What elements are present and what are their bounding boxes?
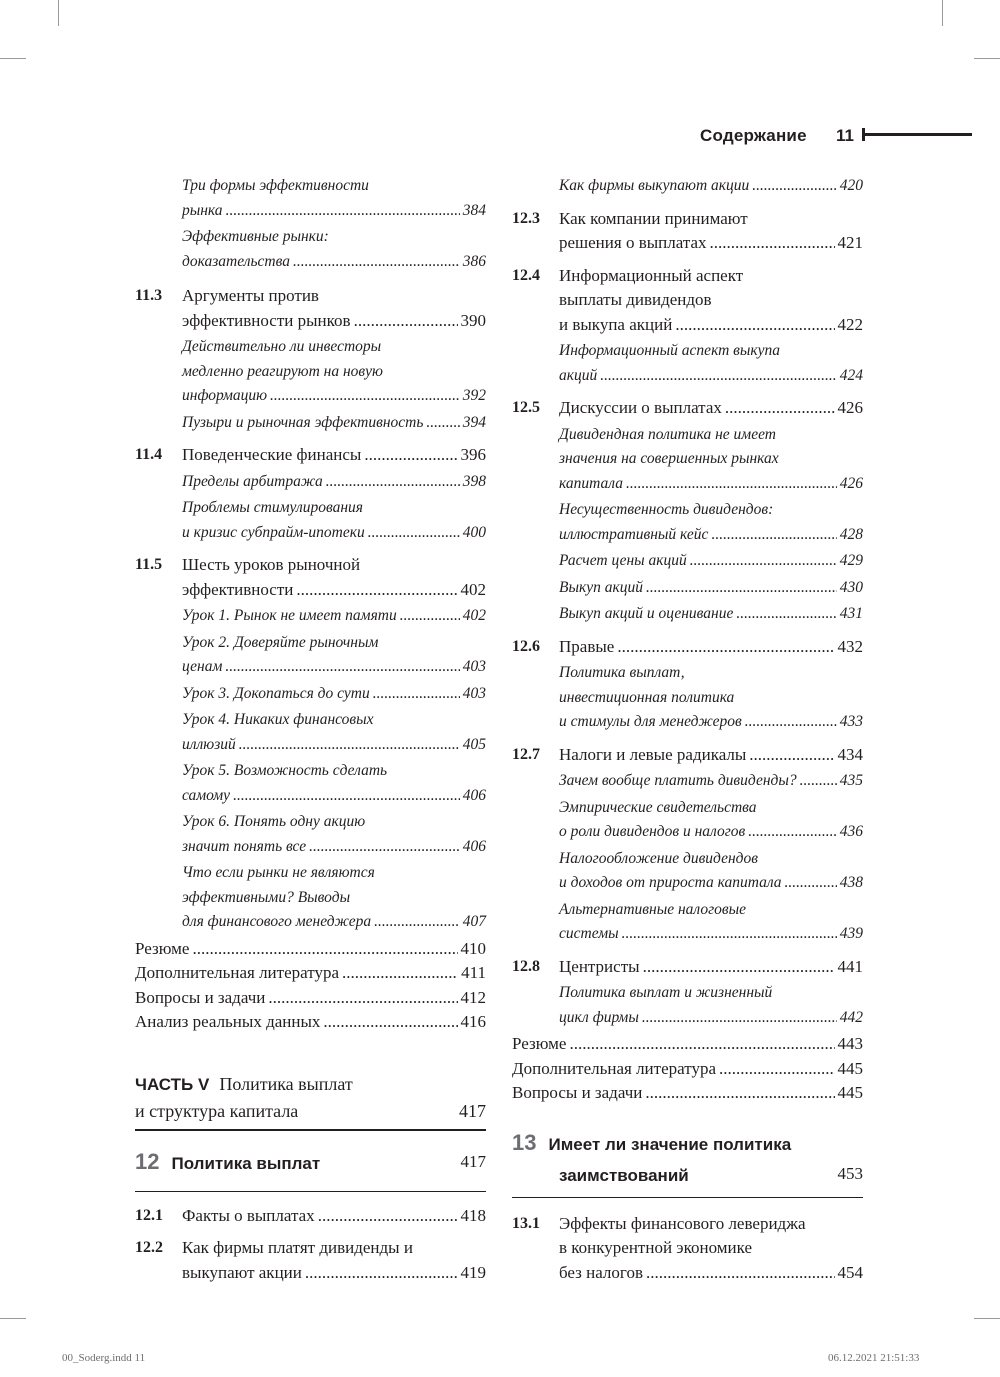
toc-entry[interactable] (512, 769, 863, 794)
entry-text: эффективности рынков (182, 310, 351, 330)
entry-text: Налоги и левые радикалы (559, 744, 747, 764)
toc-entry[interactable] (135, 335, 486, 409)
leader-dots (690, 549, 837, 574)
page-number: 426 (837, 398, 863, 417)
chapter-title: Политика выплат (171, 1153, 321, 1173)
page-number: 430 (839, 578, 863, 596)
page-number: 394 (462, 413, 486, 431)
toc-entry[interactable] (512, 1081, 863, 1106)
leader-dots (426, 411, 459, 436)
page-number: 445 (837, 1083, 863, 1102)
chapter-title: заимствований (559, 1165, 689, 1185)
toc-entry[interactable] (512, 339, 863, 388)
entry-text: капитала (559, 474, 623, 492)
leader-dots (675, 313, 834, 338)
page-number: 406 (462, 786, 486, 804)
entry-text: Расчет цены акций (559, 552, 687, 569)
toc-entry[interactable] (512, 796, 863, 845)
entry-text: Урок 5. Возможность сделать (182, 762, 388, 779)
leader-dots (400, 604, 460, 629)
entry-text: Центристы (559, 956, 640, 976)
entry-text: Резюме (512, 1034, 567, 1053)
toc-entry[interactable] (135, 810, 486, 859)
entry-text: Эмпирические свидетельства (559, 798, 757, 816)
leader-dots (268, 986, 457, 1011)
section-number: 12.1 (135, 1206, 163, 1224)
page-number: 402 (460, 579, 486, 599)
page-number: 416 (460, 1012, 486, 1031)
toc-entry[interactable] (135, 986, 486, 1011)
leader-dots (800, 769, 837, 794)
entry-text: Резюме (135, 938, 190, 958)
page-number: 424 (839, 366, 863, 384)
entry-text: Дивидендная политика не имеет (559, 425, 776, 443)
header-page-number: 11 (836, 126, 854, 145)
entry-text: Альтернативные налоговые (559, 900, 746, 918)
section-number: 13.1 (512, 1214, 540, 1232)
leader-dots (643, 955, 835, 980)
page-number: 434 (837, 744, 863, 764)
page-number: 439 (839, 925, 863, 942)
entry-text: для финансового менеджера (182, 913, 372, 930)
page-number: 422 (837, 314, 863, 334)
page-number: 433 (839, 713, 863, 730)
entry-text: Информационный аспект выкупа (559, 342, 781, 359)
entry-text: без налогов (559, 1262, 643, 1282)
part-rule (135, 1129, 486, 1131)
entry-text: Зачем вообще платить дивиденды? (559, 772, 797, 789)
toc-entry[interactable] (512, 898, 863, 947)
entry-text: и выкупа акций (559, 314, 673, 334)
entry-text: Политика выплат и жизненный (559, 984, 773, 1001)
leader-dots (645, 1081, 834, 1106)
entry-text: цикл фирмы (559, 1008, 639, 1026)
entry-text: рынка (182, 201, 223, 219)
entry-text: иллюстративный кейс (559, 525, 709, 543)
page-number: 411 (461, 963, 486, 982)
entry-text: Политика выплат, (559, 664, 685, 681)
leader-dots (749, 743, 834, 768)
leader-dots (646, 576, 837, 601)
entry-text: иллюзий (182, 735, 236, 753)
section-number: 11.4 (135, 446, 163, 463)
leader-dots (617, 635, 834, 660)
toc-entry[interactable] (135, 1010, 486, 1035)
toc-entry[interactable] (512, 576, 863, 601)
crop-mark (58, 0, 59, 26)
toc-section[interactable] (135, 1204, 486, 1229)
entry-text: ценам (182, 658, 223, 675)
entry-text: Урок 3. Докопаться до сути (182, 684, 370, 702)
running-header (0, 124, 1000, 154)
page-number: 384 (462, 201, 486, 219)
toc-entry[interactable] (135, 861, 486, 935)
page-number: 418 (460, 1205, 486, 1225)
entry-text: Урок 6. Понять одну акцию (182, 813, 366, 830)
leader-dots (364, 443, 457, 468)
toc-chapter-heading[interactable] (512, 1128, 863, 1191)
leader-dots (309, 835, 460, 860)
leader-dots (318, 1204, 458, 1229)
entry-text: Дополнительная литература (135, 963, 339, 982)
section-number: 12.8 (512, 957, 540, 975)
entry-text: Аргументы против (182, 286, 319, 305)
section-number: 12.4 (512, 266, 540, 284)
leader-dots (600, 364, 836, 389)
leader-dots (305, 1261, 458, 1286)
entry-text: эффективности (182, 579, 294, 599)
toc-entry[interactable] (512, 981, 863, 1030)
page-number: 438 (839, 874, 863, 891)
chapter-rule (512, 1197, 863, 1198)
leader-dots (711, 523, 836, 548)
entry-text: Информационный аспект (559, 265, 744, 285)
leader-dots (326, 470, 460, 495)
entry-text: Эффекты финансового левериджа (559, 1213, 806, 1233)
leader-dots (354, 309, 458, 334)
leader-dots (736, 602, 836, 627)
page-number: 400 (462, 523, 486, 541)
toc-entry[interactable] (135, 759, 486, 808)
entry-text: акций (559, 366, 598, 384)
part-label: ЧАСТЬ V (135, 1074, 210, 1094)
entry-text: Вопросы и задачи (135, 987, 266, 1007)
toc-entry[interactable] (135, 470, 486, 495)
entry-text: доказательства (182, 252, 290, 270)
toc-entry[interactable] (135, 708, 486, 757)
leader-dots (626, 472, 837, 497)
entry-text: Выкуп акций и оценивание (559, 605, 734, 622)
leader-dots (745, 710, 837, 735)
entry-text: решения о выплатах (559, 233, 707, 252)
footer-filename: 00_Soderg.indd 11 (62, 1352, 146, 1364)
toc-chapter-heading[interactable] (135, 1147, 486, 1179)
leader-dots (725, 396, 835, 421)
page-number: 432 (837, 636, 863, 656)
entry-text: Урок 2. Доверяйте рыночным (182, 633, 379, 651)
entry-text: Что если рынки не являются (182, 864, 375, 881)
entry-text: выплаты дивидендов (559, 290, 712, 309)
leader-dots (342, 961, 458, 986)
leader-dots (569, 1032, 834, 1057)
chapter-number: 13 (512, 1129, 537, 1155)
toc-entry[interactable] (135, 937, 486, 962)
page-number: 421 (837, 233, 863, 252)
toc-entry[interactable] (512, 602, 863, 627)
leader-dots (719, 1057, 835, 1082)
leader-dots (785, 871, 837, 896)
toc-entry[interactable] (512, 1057, 863, 1082)
toc-entry[interactable] (512, 549, 863, 574)
header-rule (862, 133, 972, 136)
toc-left-column (135, 174, 486, 1285)
page-number: 429 (839, 552, 863, 569)
page-number: 386 (462, 252, 486, 270)
toc-section[interactable] (135, 443, 486, 468)
leader-dots (752, 174, 836, 199)
leader-dots (296, 578, 457, 603)
page-number: 419 (460, 1262, 486, 1282)
entry-text: Три формы эффективности (182, 177, 369, 194)
section-number: 12.7 (512, 745, 540, 763)
toc-entry[interactable] (135, 682, 486, 707)
entry-text: информацию (182, 387, 268, 404)
entry-text: значит понять все (182, 837, 307, 855)
entry-text: Анализ реальных данных (135, 1012, 321, 1031)
leader-dots (323, 1010, 457, 1035)
entry-text: Несущественность дивидендов: (559, 501, 774, 518)
part-title: Политика выплат (219, 1073, 353, 1094)
page-number: 453 (837, 1163, 863, 1183)
page-number: 406 (462, 837, 486, 855)
crop-mark (0, 1318, 26, 1319)
toc-section[interactable] (512, 955, 863, 980)
entry-text: Выкуп акций (559, 578, 643, 596)
toc-section[interactable] (135, 1236, 486, 1285)
leader-dots (368, 521, 460, 546)
entry-text: Как компании принимают (559, 208, 748, 228)
leader-dots (374, 910, 460, 935)
leader-dots (710, 231, 835, 256)
entry-text: Проблемы стимулирования (182, 499, 364, 516)
entry-text: Действительно ли инвесторы (182, 338, 382, 355)
entry-text: Как фирмы платят дивиденды и (182, 1238, 413, 1257)
chapter-rule (135, 1191, 486, 1192)
page-number: 402 (462, 607, 486, 624)
leader-dots (225, 655, 459, 680)
entry-text: Налогообложение дивидендов (559, 849, 758, 867)
entry-text: эффективными? Выводы (182, 888, 351, 906)
toc-section[interactable] (135, 284, 486, 333)
leader-dots (233, 784, 460, 809)
entry-text: Вопросы и задачи (512, 1083, 643, 1102)
toc-entry[interactable] (512, 661, 863, 735)
leader-dots (293, 250, 460, 275)
page-number: 392 (462, 387, 486, 404)
entry-text: Пузыри и рыночная эффективность (182, 413, 424, 431)
entry-text: Факты о выплатах (182, 1205, 315, 1225)
entry-text: в конкурентной экономике (559, 1238, 753, 1257)
leader-dots (622, 922, 837, 947)
crop-mark (942, 0, 943, 26)
page-number: 405 (462, 735, 486, 753)
page-number: 412 (460, 987, 486, 1007)
leader-dots (748, 820, 836, 845)
entry-text: инвестиционная политика (559, 688, 735, 706)
entry-text: Шесть уроков рыночной (182, 555, 361, 574)
chapter-title: Имеет ли значение политика (548, 1134, 792, 1154)
section-number: 11.5 (135, 556, 163, 573)
toc-entry[interactable] (135, 961, 486, 986)
toc-right-column (512, 174, 863, 1285)
entry-text: и кризис субпрайм-ипотеки (182, 523, 365, 541)
page-number: 431 (839, 605, 863, 622)
toc-entry[interactable] (512, 498, 863, 547)
page-number: 441 (837, 956, 863, 976)
crop-mark (974, 1318, 1000, 1319)
toc-entry[interactable] (135, 411, 486, 436)
entry-text: Пределы арбитража (182, 472, 323, 490)
entry-text: Дополнительная литература (512, 1058, 716, 1078)
entry-text: и доходов от прироста капитала (559, 874, 782, 891)
entry-text: Как фирмы выкупают акции (559, 177, 750, 194)
page-number: 443 (837, 1034, 863, 1053)
leader-dots (642, 1006, 837, 1031)
section-number: 11.3 (135, 287, 163, 304)
page-number: 417 (459, 1100, 486, 1121)
entry-text: системы (559, 925, 619, 942)
entry-text: выкупают акции (182, 1262, 302, 1282)
section-number: 12.2 (135, 1239, 163, 1256)
entry-text: самому (182, 786, 231, 804)
leader-dots (373, 682, 460, 707)
section-number: 12.6 (512, 637, 540, 655)
chapter-number: 12 (135, 1148, 160, 1174)
toc-entry[interactable] (135, 225, 486, 274)
page-number: 396 (460, 445, 486, 464)
toc-section[interactable] (512, 207, 863, 256)
page-number: 398 (462, 472, 486, 490)
toc-entry[interactable] (512, 847, 863, 896)
entry-text: Эффективные рынки: (182, 228, 329, 245)
section-number: 12.3 (512, 209, 540, 227)
page-number: 403 (462, 684, 486, 702)
page-number: 403 (462, 658, 486, 675)
toc-section[interactable] (512, 1212, 863, 1286)
header-title: Содержание (700, 126, 807, 145)
page-number: 426 (839, 474, 863, 492)
page-number: 435 (839, 772, 863, 789)
entry-text: и стимулы для менеджеров (559, 713, 742, 730)
page-number: 436 (839, 823, 863, 840)
entry-text: значения на совершенных рынках (559, 450, 779, 467)
toc-entry[interactable] (135, 604, 486, 629)
entry-text: о роли дивидендов и налогов (559, 823, 746, 840)
toc-entry[interactable] (135, 496, 486, 545)
leader-dots (192, 937, 457, 962)
page-number: 428 (839, 525, 863, 543)
entry-text: медленно реагируют на новую (182, 362, 383, 380)
page-number: 445 (837, 1058, 863, 1078)
footer-timestamp: 06.12.2021 21:51:33 (828, 1352, 920, 1364)
toc-section[interactable] (512, 743, 863, 768)
toc-entry[interactable] (512, 1032, 863, 1057)
toc-section[interactable] (512, 264, 863, 338)
toc-entry[interactable] (135, 631, 486, 680)
entry-text: Правые (559, 636, 615, 656)
entry-text: Урок 1. Рынок не имеет памяти (182, 607, 397, 624)
toc-section[interactable] (512, 635, 863, 660)
entry-text: Урок 4. Никаких финансовых (182, 711, 374, 728)
page-number: 407 (462, 913, 486, 930)
page-number: 410 (460, 938, 486, 958)
leader-dots (646, 1261, 835, 1286)
leader-dots (226, 199, 460, 224)
toc-section[interactable] (512, 396, 863, 421)
toc-entry[interactable] (512, 174, 863, 199)
page-number: 454 (837, 1262, 863, 1282)
toc-entry[interactable] (135, 174, 486, 223)
page-number: 420 (839, 177, 863, 194)
section-number: 12.5 (512, 399, 540, 416)
leader-dots (239, 733, 460, 758)
crop-mark (974, 58, 1000, 59)
page-number: 390 (460, 310, 486, 330)
page-number: 442 (839, 1008, 863, 1026)
part-title: и структура капитала (135, 1100, 299, 1121)
crop-mark (0, 58, 26, 59)
page-number: 417 (460, 1151, 486, 1171)
entry-text: Дискуссии о выплатах (559, 398, 722, 417)
toc-entry[interactable] (512, 423, 863, 497)
toc-section[interactable] (135, 553, 486, 602)
entry-text: Поведенческие финансы (182, 445, 362, 464)
toc-part-heading[interactable] (135, 1071, 486, 1131)
leader-dots (270, 384, 460, 409)
